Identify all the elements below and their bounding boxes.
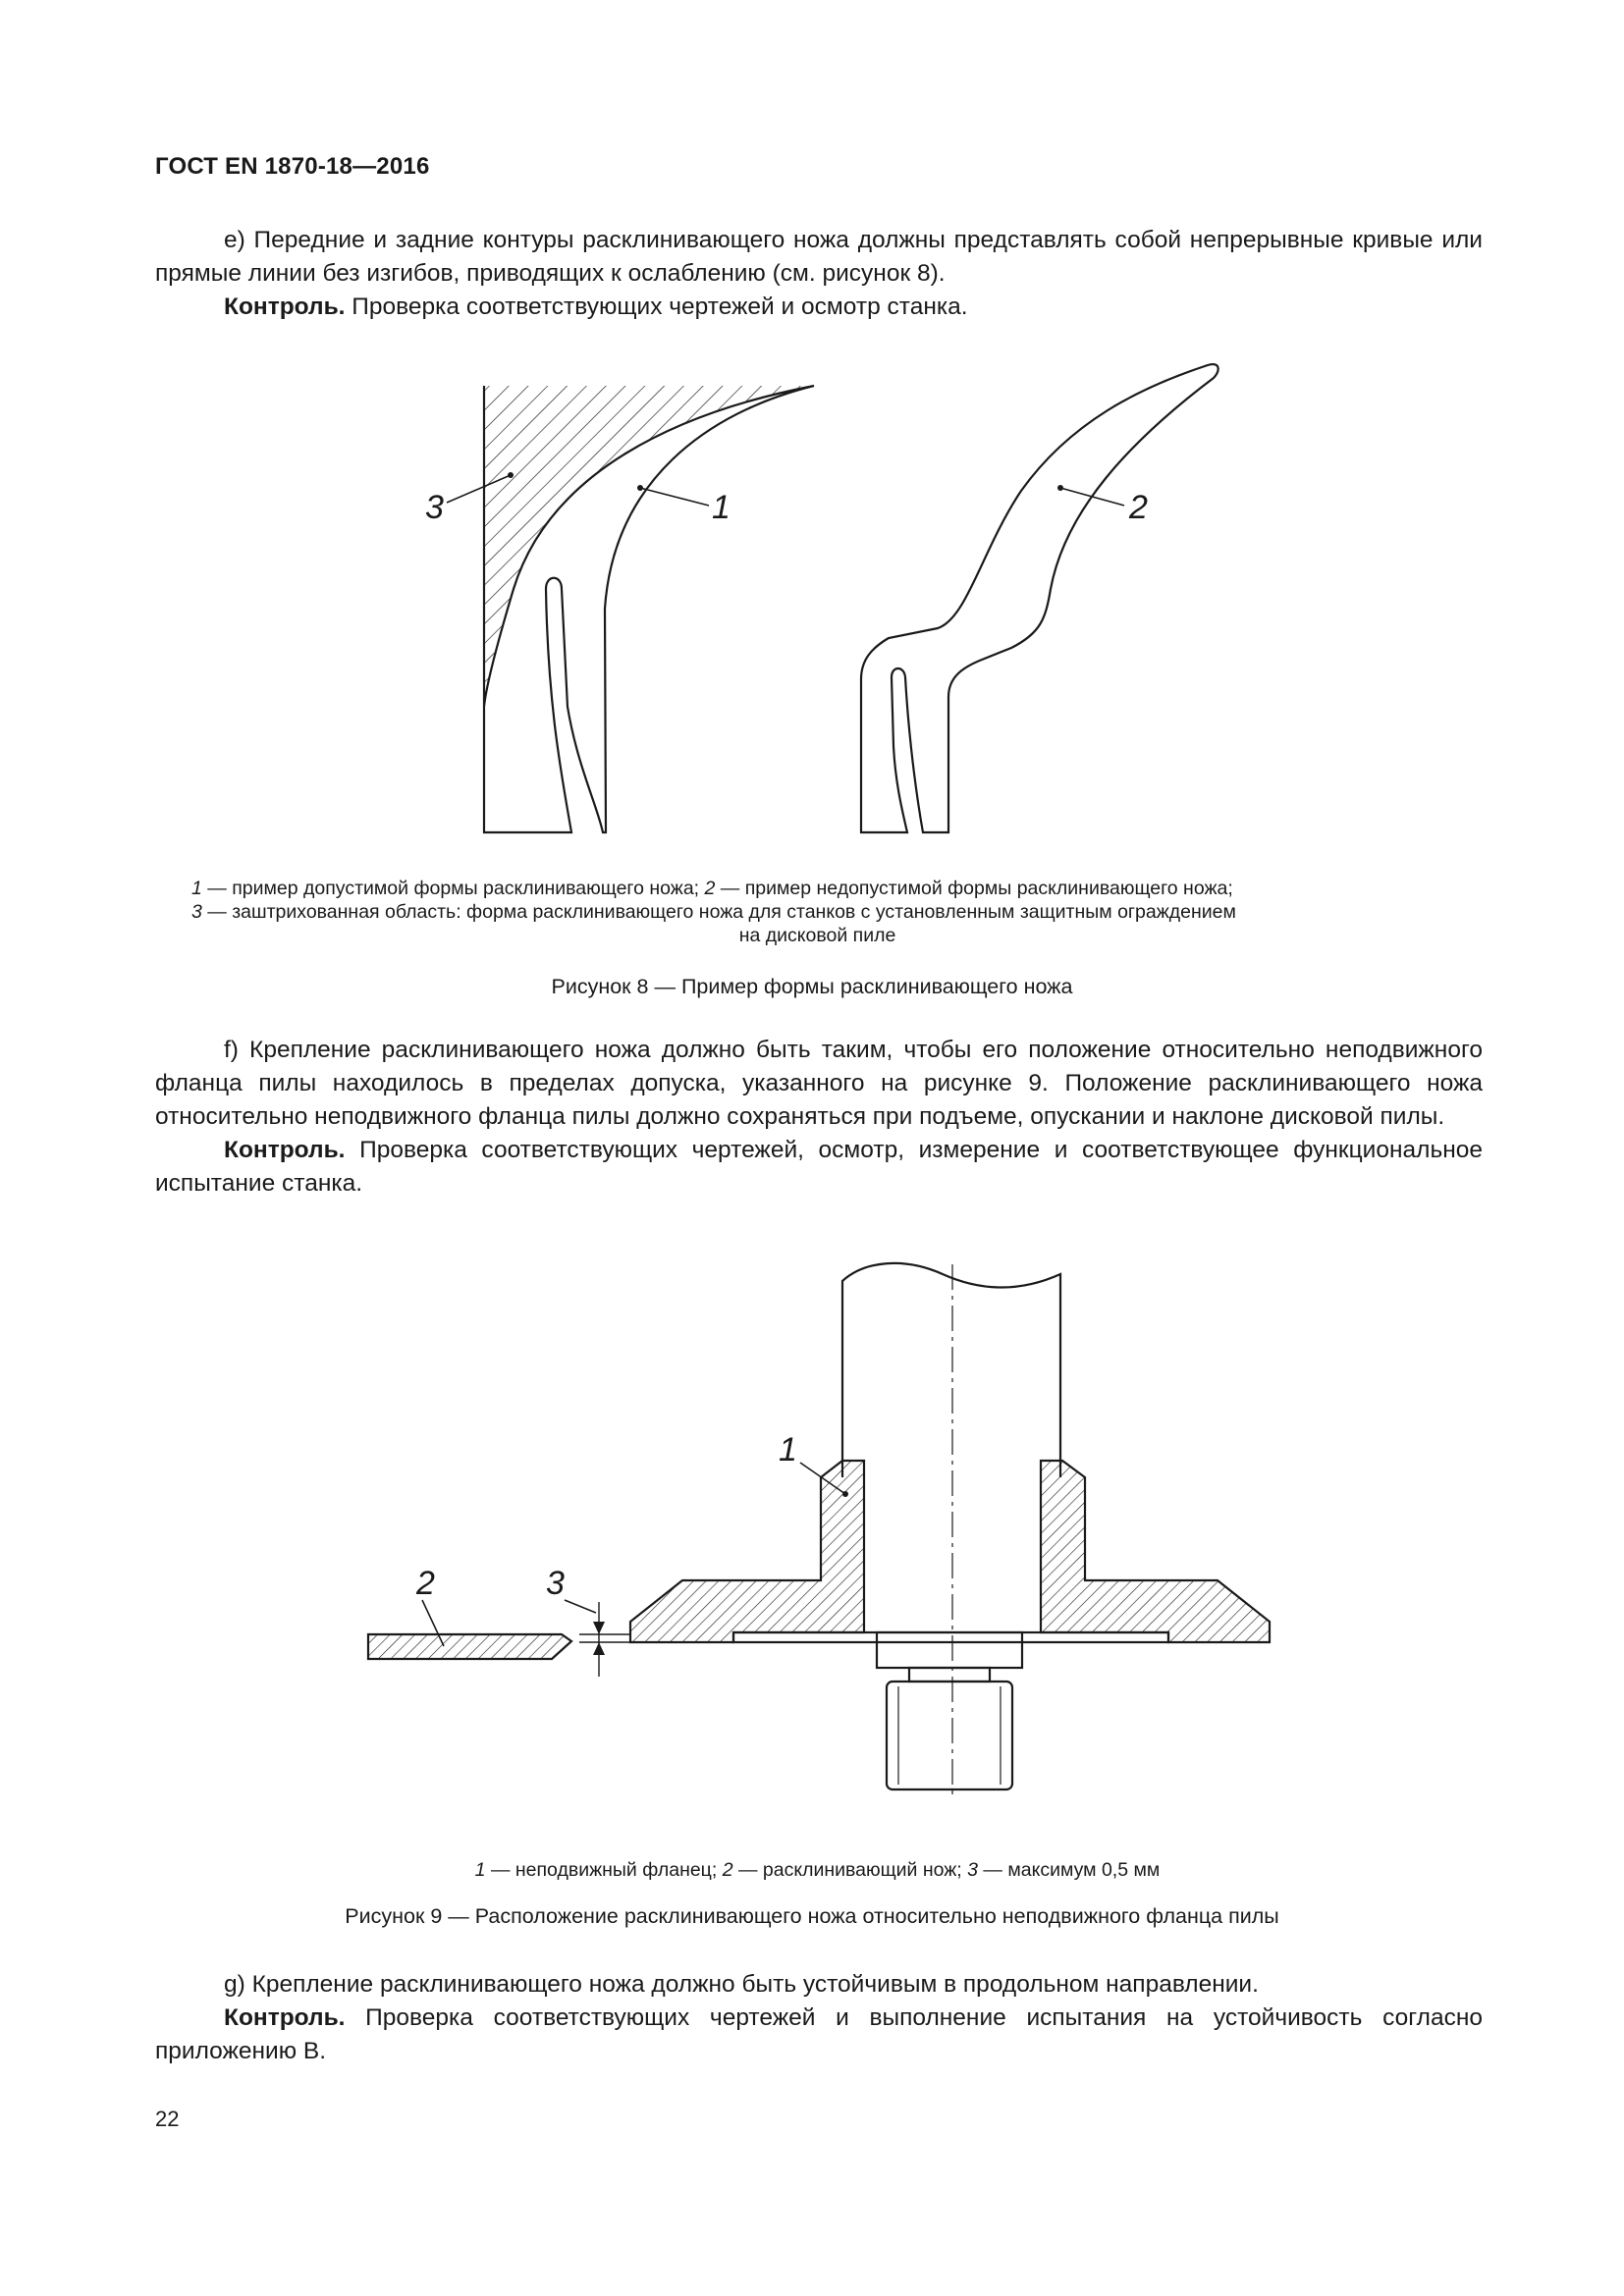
- document-header: ГОСТ EN 1870-18—2016: [155, 153, 430, 180]
- hatched-area: [484, 386, 814, 707]
- control-text: Проверка соответствующих чертежей и выполнение испытания на устойчивость согласно приложению B.: [155, 2004, 1483, 2064]
- section-f: [155, 1034, 1483, 1201]
- thread-stud: [887, 1682, 1012, 1789]
- flange-left: [630, 1461, 864, 1642]
- knife-unacceptable: [861, 364, 1218, 832]
- section-f-text: f) Крепление расклинивающего ножа должно быть таким, чтобы его положение относительно неподвижного фланца пилы находилось в пределах допуска, указанного на рисунке 9. Положение расклинивающего ножа относительно неподвижного фланца пилы должно сохраняться при подъеме, опускании и наклоне дисковой пилы.: [155, 1037, 1483, 1130]
- control-text: Проверка соответствующих чертежей и осмотр станка.: [345, 294, 968, 320]
- control-label: Контроль.: [224, 294, 346, 320]
- legend-num: 1: [191, 878, 202, 899]
- control-text: Проверка соответствующих чертежей, осмотр, измерение и соответствующее функциональное испытание станка.: [155, 1137, 1483, 1197]
- legend-text: — неподвижный фланец;: [485, 1859, 723, 1881]
- legend-text: — пример допустимой формы расклинивающего ножа;: [201, 878, 705, 899]
- legend-num: 3: [191, 901, 202, 923]
- fig8-label-3: 3: [425, 489, 444, 526]
- section-g: [155, 1968, 1483, 2068]
- legend-text: — пример недопустимой формы расклинивающего ножа;: [715, 878, 1233, 899]
- figure-9-drawing: [0, 1247, 1624, 1816]
- legend-text: — максимум 0,5 мм: [978, 1859, 1161, 1881]
- legend-num: 1: [474, 1859, 486, 1881]
- figure-8-drawing: [0, 353, 1624, 854]
- fig9-label-2: 2: [416, 1565, 435, 1602]
- legend-text: — расклинивающий нож;: [732, 1859, 968, 1881]
- section-e-control: [155, 291, 1483, 324]
- figure-9-legend: [191, 1858, 1443, 1882]
- flange-right: [1041, 1461, 1270, 1642]
- fig9-label-3: 3: [546, 1565, 565, 1602]
- riving-knife: [368, 1634, 571, 1659]
- fig8-label-1: 1: [712, 489, 731, 526]
- section-g-text: g) Крепление расклинивающего ножа должно быть устойчивым в продольном направлении.: [224, 1971, 1259, 1998]
- legend-text: — заштрихованная область: форма расклинивающего ножа для станков с установленным защитным ограждением: [201, 901, 1236, 923]
- legend-text: на дисковой пиле: [738, 925, 896, 946]
- section-e: [155, 224, 1483, 324]
- figure-8-caption: Рисунок 8 — Пример формы расклинивающего ножа: [551, 975, 1073, 998]
- saw-blade: [733, 1632, 1168, 1642]
- legend-num: 3: [967, 1859, 978, 1881]
- control-label: Контроль.: [224, 1137, 346, 1163]
- control-label: Контроль.: [224, 2004, 346, 2031]
- figure-8-legend: [191, 877, 1443, 947]
- legend-num: 2: [722, 1859, 733, 1881]
- section-g-control: [155, 2002, 1483, 2068]
- stud-neck: [909, 1668, 990, 1682]
- fig8-label-2: 2: [1129, 489, 1148, 526]
- shaft: [842, 1263, 1060, 1477]
- figure-9-caption: Рисунок 9 — Расположение расклинивающего ножа относительно неподвижного фланца пилы: [345, 1904, 1279, 1928]
- legend-num: 2: [704, 878, 716, 899]
- nut: [877, 1632, 1022, 1668]
- section-f-control: [155, 1134, 1483, 1201]
- section-e-text: e) Передние и задние контуры расклинивающего ножа должны представлять собой непрерывные кривые или прямые линии без изгибов, приводящих к ослаблению (см. рисунок 8).: [155, 227, 1483, 287]
- page-number: 22: [155, 2107, 180, 2131]
- fig9-label-1: 1: [779, 1431, 797, 1468]
